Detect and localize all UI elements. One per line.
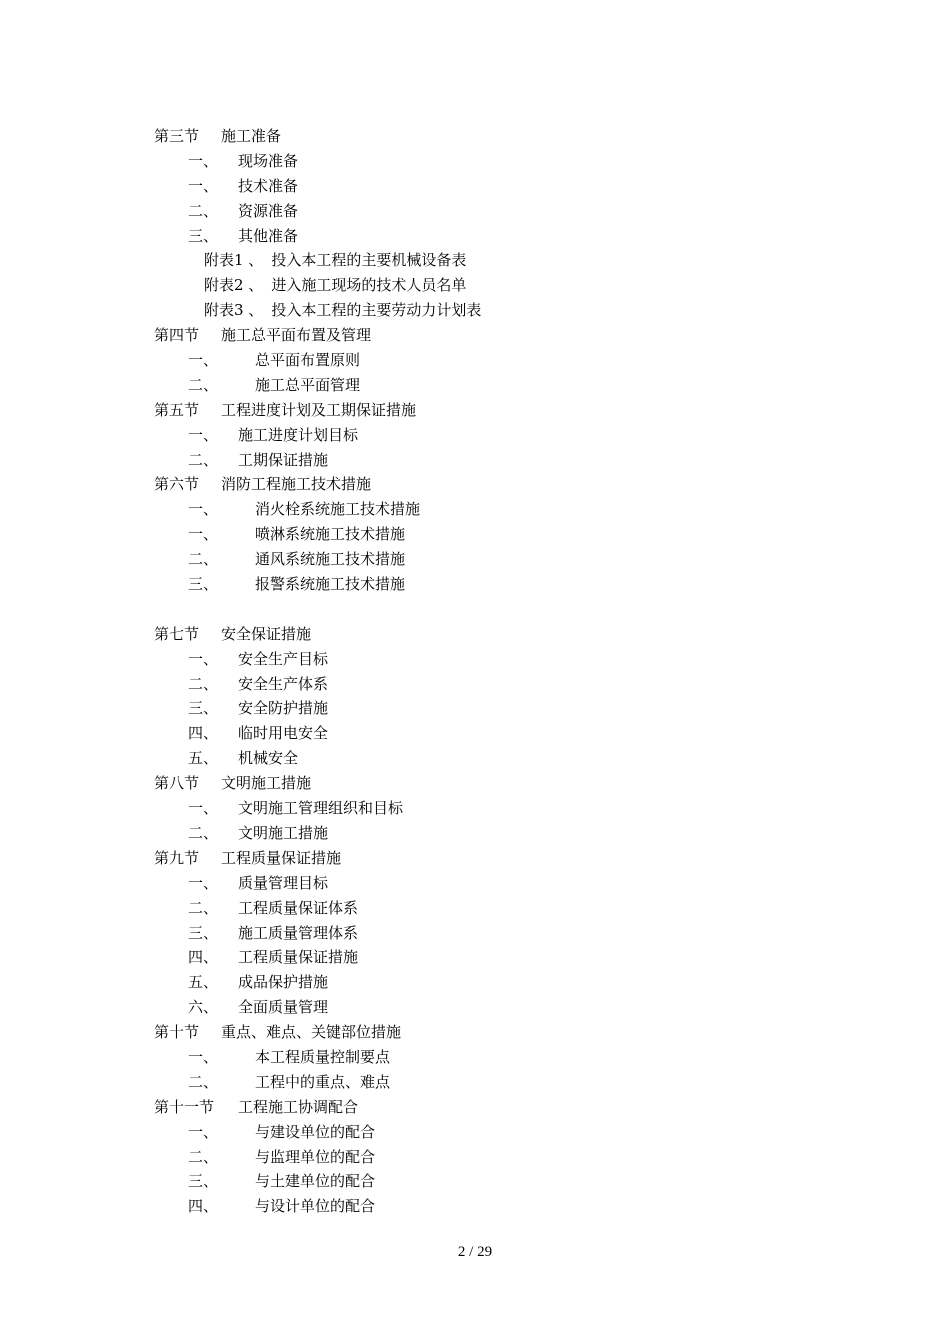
toc-item-title: 文明施工管理组织和目标	[238, 799, 404, 818]
toc-section	[154, 398, 854, 423]
toc-section-number: 第三节	[154, 127, 200, 145]
toc-item	[154, 373, 854, 398]
toc-item-title: 总平面布置原则	[255, 351, 361, 370]
toc-item-number: 四、	[188, 948, 219, 967]
toc-item-number: 一、	[188, 799, 219, 818]
toc-item-number: 一、	[188, 1047, 219, 1066]
toc-appendix-number: 附表3 、	[204, 301, 264, 320]
toc-appendix	[154, 273, 854, 298]
toc-item	[154, 522, 854, 547]
toc-section-number: 第十一节	[154, 1097, 215, 1116]
toc-section-title: 工程质量保证措施	[221, 848, 342, 867]
toc-item	[154, 796, 854, 821]
toc-item-title: 安全生产目标	[238, 649, 329, 668]
toc-item-title: 通风系统施工技术措施	[255, 550, 406, 569]
toc-item-title: 本工程质量控制要点	[255, 1047, 391, 1066]
toc-item-number: 二、	[188, 550, 219, 569]
toc-section	[154, 771, 854, 796]
toc-item	[154, 1120, 854, 1145]
toc-item	[154, 423, 854, 448]
toc-item-number: 二、	[188, 1147, 219, 1166]
toc-item	[154, 696, 854, 721]
toc-section-title: 消防工程施工技术措施	[221, 475, 372, 494]
toc-item	[154, 224, 854, 249]
toc-item-number: 二、	[188, 375, 219, 394]
toc-item-number: 二、	[188, 450, 219, 469]
toc-item-number: 二、	[188, 898, 219, 917]
toc-appendix	[154, 298, 854, 323]
toc-item-title: 消火栓系统施工技术措施	[255, 500, 421, 519]
toc-item	[154, 348, 854, 373]
toc-item-title: 安全生产体系	[238, 674, 329, 693]
toc-item-title: 与设计单位的配合	[255, 1197, 376, 1216]
toc-item-number: 五、	[188, 749, 219, 768]
toc-item-number: 二、	[188, 201, 219, 220]
toc-appendix-number: 附表2 、	[204, 276, 264, 295]
toc-item-title: 质量管理目标	[238, 873, 329, 892]
toc-section	[154, 124, 854, 149]
toc-item-title: 其他准备	[238, 226, 299, 245]
toc-item	[154, 572, 854, 597]
toc-item-number: 一、	[188, 500, 219, 519]
toc-section-number: 第六节	[154, 475, 200, 494]
toc-item	[154, 721, 854, 746]
toc-item-number: 一、	[188, 151, 219, 170]
toc-item-number: 三、	[188, 1172, 219, 1191]
toc-appendix-title: 投入本工程的主要劳动力计划表	[271, 301, 482, 320]
toc-section-title: 施工总平面布置及管理	[221, 326, 372, 345]
toc-section-number: 第八节	[154, 774, 200, 793]
toc-item	[154, 945, 854, 970]
toc-item-number: 三、	[188, 923, 219, 942]
toc-item-number: 一、	[188, 873, 219, 892]
toc-item-number: 四、	[188, 724, 219, 743]
toc-section-number: 第四节	[154, 326, 200, 345]
toc-item-title: 工程中的重点、难点	[255, 1072, 391, 1091]
toc-item	[154, 821, 854, 846]
toc-item-title: 现场准备	[238, 151, 299, 170]
toc-item-title: 机械安全	[238, 749, 299, 768]
toc-item-number: 一、	[188, 649, 219, 668]
toc-item-title: 工程质量保证措施	[238, 948, 359, 967]
toc-item-title: 工程质量保证体系	[238, 898, 359, 917]
toc-item-number: 五、	[188, 973, 219, 992]
toc-section-title: 安全保证措施	[221, 624, 312, 643]
toc-item	[154, 1145, 854, 1170]
toc-item-number: 一、	[188, 176, 219, 195]
toc-section	[154, 622, 854, 647]
toc-appendix-title: 投入本工程的主要机械设备表	[271, 251, 467, 270]
toc-section	[154, 472, 854, 497]
toc-item	[154, 995, 854, 1020]
toc-item	[154, 746, 854, 771]
toc-item-title: 与监理单位的配合	[255, 1147, 376, 1166]
toc-item	[154, 970, 854, 995]
toc-appendix-number: 附表1 、	[204, 251, 264, 270]
toc-item-title: 施工总平面管理	[255, 375, 361, 394]
toc-item-title: 成品保护措施	[238, 973, 329, 992]
toc-section-number: 第十节	[154, 1023, 200, 1042]
toc-item	[154, 1194, 854, 1219]
toc-appendix-title: 进入施工现场的技术人员名单	[271, 276, 467, 295]
toc-item-title: 安全防护措施	[238, 699, 329, 718]
toc-item	[154, 199, 854, 224]
toc-item	[154, 149, 854, 174]
toc-item-number: 一、	[188, 351, 219, 370]
toc-item	[154, 547, 854, 572]
toc-item	[154, 896, 854, 921]
toc-item-number: 三、	[188, 226, 219, 245]
toc-item-title: 全面质量管理	[238, 998, 329, 1017]
toc-item-title: 喷淋系统施工技术措施	[255, 525, 406, 544]
toc-section-title: 工程进度计划及工期保证措施	[221, 400, 417, 419]
toc-item-number: 一、	[188, 1122, 219, 1141]
toc-section	[154, 1095, 854, 1120]
toc-item-title: 与建设单位的配合	[255, 1122, 376, 1141]
toc-item-number: 一、	[188, 425, 219, 444]
page-number: 2 / 29	[457, 1244, 493, 1260]
toc-item-title: 资源准备	[238, 201, 299, 220]
toc-item-title: 文明施工措施	[238, 823, 329, 842]
toc-section-number: 第七节	[154, 624, 200, 643]
toc-item	[154, 1045, 854, 1070]
toc-item	[154, 871, 854, 896]
toc-item	[154, 1169, 854, 1194]
toc-section	[154, 323, 854, 348]
toc-section-title: 工程施工协调配合	[238, 1097, 359, 1116]
toc-item-number: 三、	[188, 699, 219, 718]
toc-item-title: 与土建单位的配合	[255, 1172, 376, 1191]
toc-item-number: 二、	[188, 674, 219, 693]
toc-item-title: 临时用电安全	[238, 724, 329, 743]
toc-appendix	[154, 248, 854, 273]
toc-item	[154, 174, 854, 199]
toc-item	[154, 497, 854, 522]
toc-item-number: 二、	[188, 823, 219, 842]
toc-section-number: 第九节	[154, 848, 200, 867]
toc-section	[154, 1020, 854, 1045]
toc-section-title: 文明施工措施	[221, 774, 312, 793]
toc-item	[154, 921, 854, 946]
toc-item-title: 报警系统施工技术措施	[255, 575, 406, 594]
toc-section-number: 第五节	[154, 400, 200, 419]
toc-section	[154, 846, 854, 871]
toc-item-number: 三、	[188, 575, 219, 594]
toc-item-title: 技术准备	[238, 176, 299, 195]
table-of-contents	[154, 124, 854, 1219]
toc-item	[154, 1070, 854, 1095]
toc-item-title: 施工质量管理体系	[238, 923, 359, 942]
toc-item-number: 一、	[188, 525, 219, 544]
toc-item	[154, 448, 854, 473]
toc-section-title: 重点、难点、关键部位措施	[221, 1023, 402, 1042]
toc-item-title: 施工进度计划目标	[238, 425, 359, 444]
toc-item-title: 工期保证措施	[238, 450, 329, 469]
toc-item	[154, 672, 854, 697]
toc-item	[154, 647, 854, 672]
toc-section-title: 施工准备	[221, 127, 282, 145]
toc-item-number: 四、	[188, 1197, 219, 1216]
toc-item-number: 二、	[188, 1072, 219, 1091]
toc-item-number: 六、	[188, 998, 219, 1017]
blank-line	[154, 597, 854, 622]
